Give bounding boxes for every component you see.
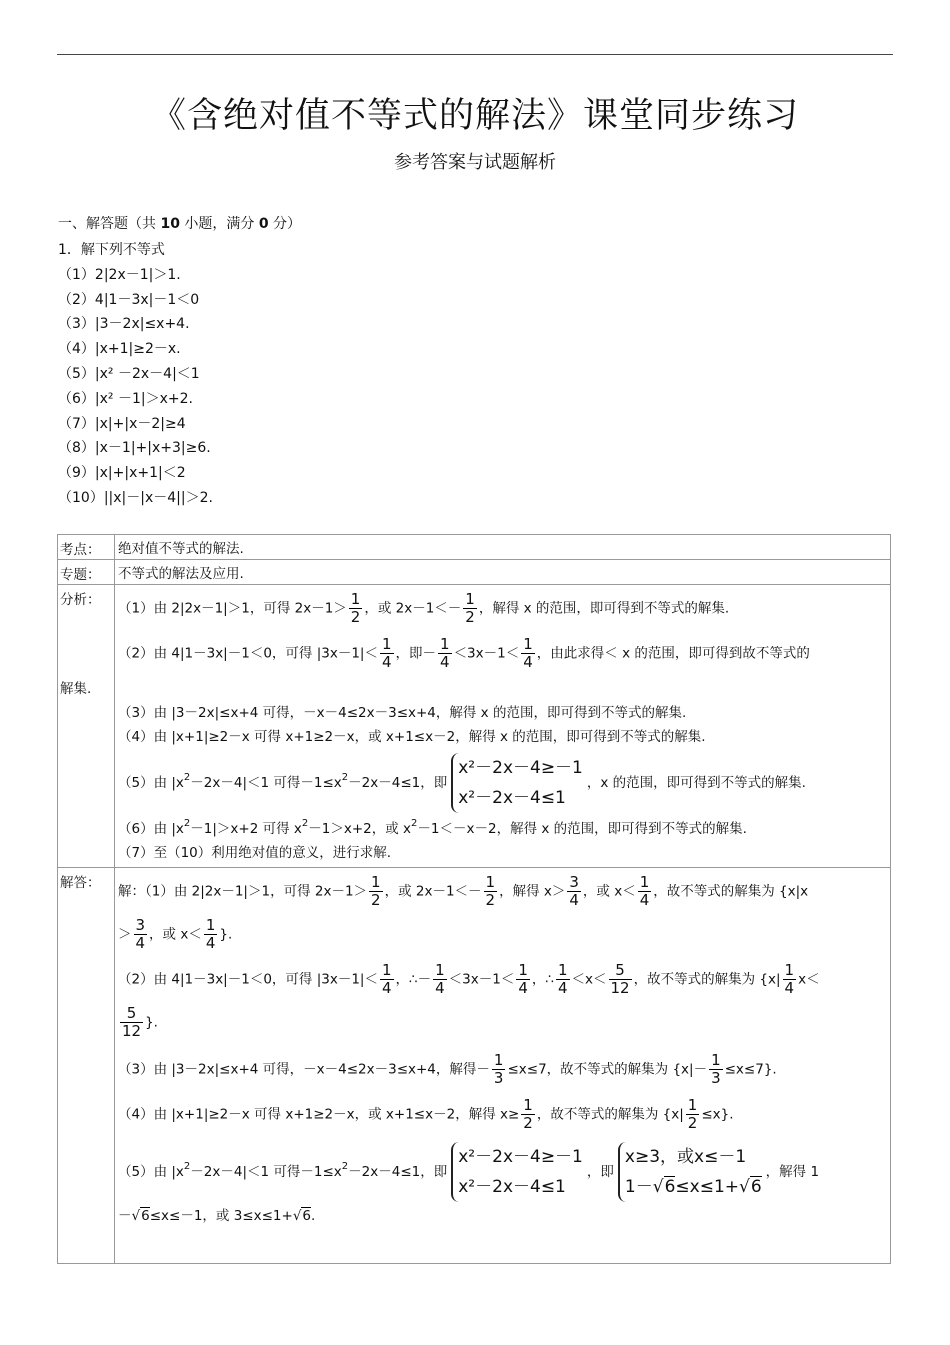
analysis-line-4: （4）由 |x+1|≥2－x 可得 x+1≥2－x，或 x+1≤x－2，解得 x 的范围，即可得到不等式的解集. — [118, 729, 706, 745]
fraction: $\frac{1}{2}$ — [523, 1096, 533, 1132]
jieda-content — [115, 868, 891, 1264]
question-item: （4）|x+1|≥2－x. — [58, 341, 181, 358]
fraction: $\frac{3}{4}$ — [135, 916, 146, 952]
question-item: （10）||x|－|x－4||＞2. — [58, 489, 213, 506]
answer-line-2: （2）由 4|1－3x|－1＜0，可得 |3x－1|＜ $\frac{1}{4}$ ，∴－ $\frac{1}{4}$ ＜3x－1＜ $\frac{1}{4}$ ，∴ $\frac{1}{4}$ ＜x＜ $\frac{5}{12}$ ，故不等式的解集为 {x| $\frac{1}{4}$ x＜ — [118, 961, 820, 997]
fraction: $\frac{1}{4}$ — [381, 635, 392, 671]
fraction: $\frac{1}{4}$ — [784, 961, 795, 997]
fraction: $\frac{3}{4}$ — [569, 873, 579, 909]
page-title: 《含绝对值不等式的解法》课堂同步练习 — [150, 96, 799, 136]
fraction: $\frac{1}{4}$ — [381, 961, 392, 997]
equation-system: x²－2x－4≥－1 x²－2x－4≤1 — [451, 753, 583, 813]
question-stem: 1．解下列不等式 — [58, 242, 165, 258]
fraction: $\frac{1}{4}$ — [440, 635, 450, 671]
answer-line-2b: $\frac{5}{12}$ }. — [122, 1004, 158, 1040]
kaodian-row — [58, 535, 891, 560]
analysis-line-3: （3）由 |3－2x|≤x+4 可得，－x－4≤2x－3≤x+4，解得 x 的范围，即可得到不等式的解集. — [118, 705, 687, 721]
solution-table — [57, 534, 891, 1264]
zhuanti-content: 不等式的解法及应用. — [115, 560, 891, 585]
fraction: $\frac{5}{12}$ — [610, 961, 630, 997]
fraction: $\frac{1}{4}$ — [523, 635, 533, 671]
question-item: （9）|x|+|x+1|＜2 — [58, 465, 186, 482]
fraction: $\frac{1}{2}$ — [485, 873, 496, 909]
jieda-label: 解答： — [58, 868, 115, 1264]
analysis-line-2: （2）由 4|1－3x|－1＜0，可得 |3x－1|＜ $\frac{1}{4}$ ，即－ $\frac{1}{4}$ ＜3x－1＜ $\frac{1}{4}$ ，由此求得＜ x 的范围，即可得到故不等式的 — [118, 635, 810, 671]
jieda-row — [58, 868, 891, 1264]
answer-line-1b: ＞ $\frac{3}{4}$ ，或 x＜ $\frac{1}{4}$ }. — [118, 916, 233, 952]
question-item: （2）4|1－3x|－1＜0 — [58, 291, 200, 308]
fraction: $\frac{1}{4}$ — [435, 961, 445, 997]
equation-system: x≥3，或x≤－1 1－√6≤x≤1+√6 — [618, 1142, 762, 1202]
fraction: $\frac{1}{4}$ — [205, 916, 216, 952]
answer-line-5: （5）由 $|x^2-2x-4|<1$ 可得$-1\le x^2-2x-4\le 1$，即 x²－2x－4≥－1 x²－2x－4≤1 ，即 x≥3，或x≤－1 1－√6≤x≤1+√6 ，解得 1 — [118, 1132, 886, 1202]
answer-line-1: 解：（1）由 2|2x－1|＞1，可得 2x－1＞ $\frac{1}{2}$ ，或 2x－1＜－ $\frac{1}{2}$ ，解得 x＞ $\frac{3}{4}$ ，或 x＜ $\frac{1}{4}$ ，故不等式的解集为 {x|x — [118, 873, 809, 909]
answer-line-5b: －√6≤x≤－1，或 3≤x≤1+√6. — [118, 1208, 316, 1224]
page-subtitle: 参考答案与试题解析 — [394, 152, 556, 173]
question-item: （7）|x|+|x－2|≥4 — [58, 415, 186, 432]
fraction: $\frac{1}{3}$ — [493, 1051, 504, 1087]
section-heading: 一、解答题（共 10 小题，满分 0 分） — [58, 216, 302, 232]
zhuanti-label: 专题： — [58, 560, 115, 585]
fraction: $\frac{1}{2}$ — [687, 1096, 698, 1132]
question-item: （3）|3－2x|≤x+4. — [58, 316, 190, 333]
fraction: $\frac{1}{4}$ — [639, 873, 650, 909]
top-rule — [57, 54, 893, 55]
equation-system: x²－2x－4≥－1 x²－2x－4≤1 — [451, 1142, 583, 1202]
question-list — [58, 238, 213, 511]
fraction: $\frac{1}{2}$ — [350, 590, 361, 626]
analysis-line-2b: 解集. — [60, 681, 92, 697]
question-item: （1）2|2x－1|＞1. — [58, 266, 181, 283]
fenxi-row — [58, 585, 891, 868]
answer-line-3: （3）由 |3－2x|≤x+4 可得，－x－4≤2x－3≤x+4，解得－ $\frac{1}{3}$ ≤x≤7，故不等式的解集为 {x|－ $\frac{1}{3}$ ≤x≤7}. — [118, 1051, 777, 1087]
kaodian-label: 考点： — [58, 535, 115, 560]
question-item: （6）|x² －1|＞x+2. — [58, 390, 193, 407]
fraction: $\frac{1}{4}$ — [518, 961, 528, 997]
fraction: $\frac{1}{2}$ — [371, 873, 381, 909]
question-item: （5）|x² －2x－4|＜1 — [58, 365, 200, 382]
kaodian-content: 绝对值不等式的解法. — [115, 535, 891, 560]
fraction: $\frac{1}{4}$ — [557, 961, 568, 997]
analysis-line-7: （7）至（10）利用绝对值的意义，进行求解. — [118, 845, 392, 861]
analysis-line-6: （6）由 $|x^2-1|>x+2$ 可得 $x^2-1>x+2$，或 $x^2-1<-x-2$，解得 x 的范围，即可得到不等式的解集. — [118, 818, 747, 837]
fenxi-label: 分析： — [58, 585, 115, 868]
zhuanti-row — [58, 560, 891, 585]
fraction: $\frac{1}{3}$ — [711, 1051, 721, 1087]
question-item: （8）|x－1|+|x+3|≥6. — [58, 440, 211, 457]
fraction: $\frac{5}{12}$ — [122, 1004, 142, 1040]
fraction: $\frac{1}{2}$ — [465, 590, 475, 626]
answer-line-4: （4）由 |x+1|≥2－x 可得 x+1≥2－x，或 x+1≤x－2，解得 x≥ $\frac{1}{2}$ ，故不等式的解集为 {x| $\frac{1}{2}$ ≤x}. — [118, 1096, 734, 1132]
analysis-line-5: （5）由 $|x^2-2x-4|<1$ 可得$-1\le x^2-2x-4\le 1$，即 x²－2x－4≥－1 x²－2x－4≤1 ，x 的范围，即可得到不等式的解集. — [118, 749, 886, 817]
analysis-line-1: （1）由 2|2x－1|＞1，可得 2x－1＞ $\frac{1}{2}$ ，或 2x－1＜－ $\frac{1}{2}$ ，解得 x 的范围，即可得到不等式的解集. — [118, 590, 730, 626]
